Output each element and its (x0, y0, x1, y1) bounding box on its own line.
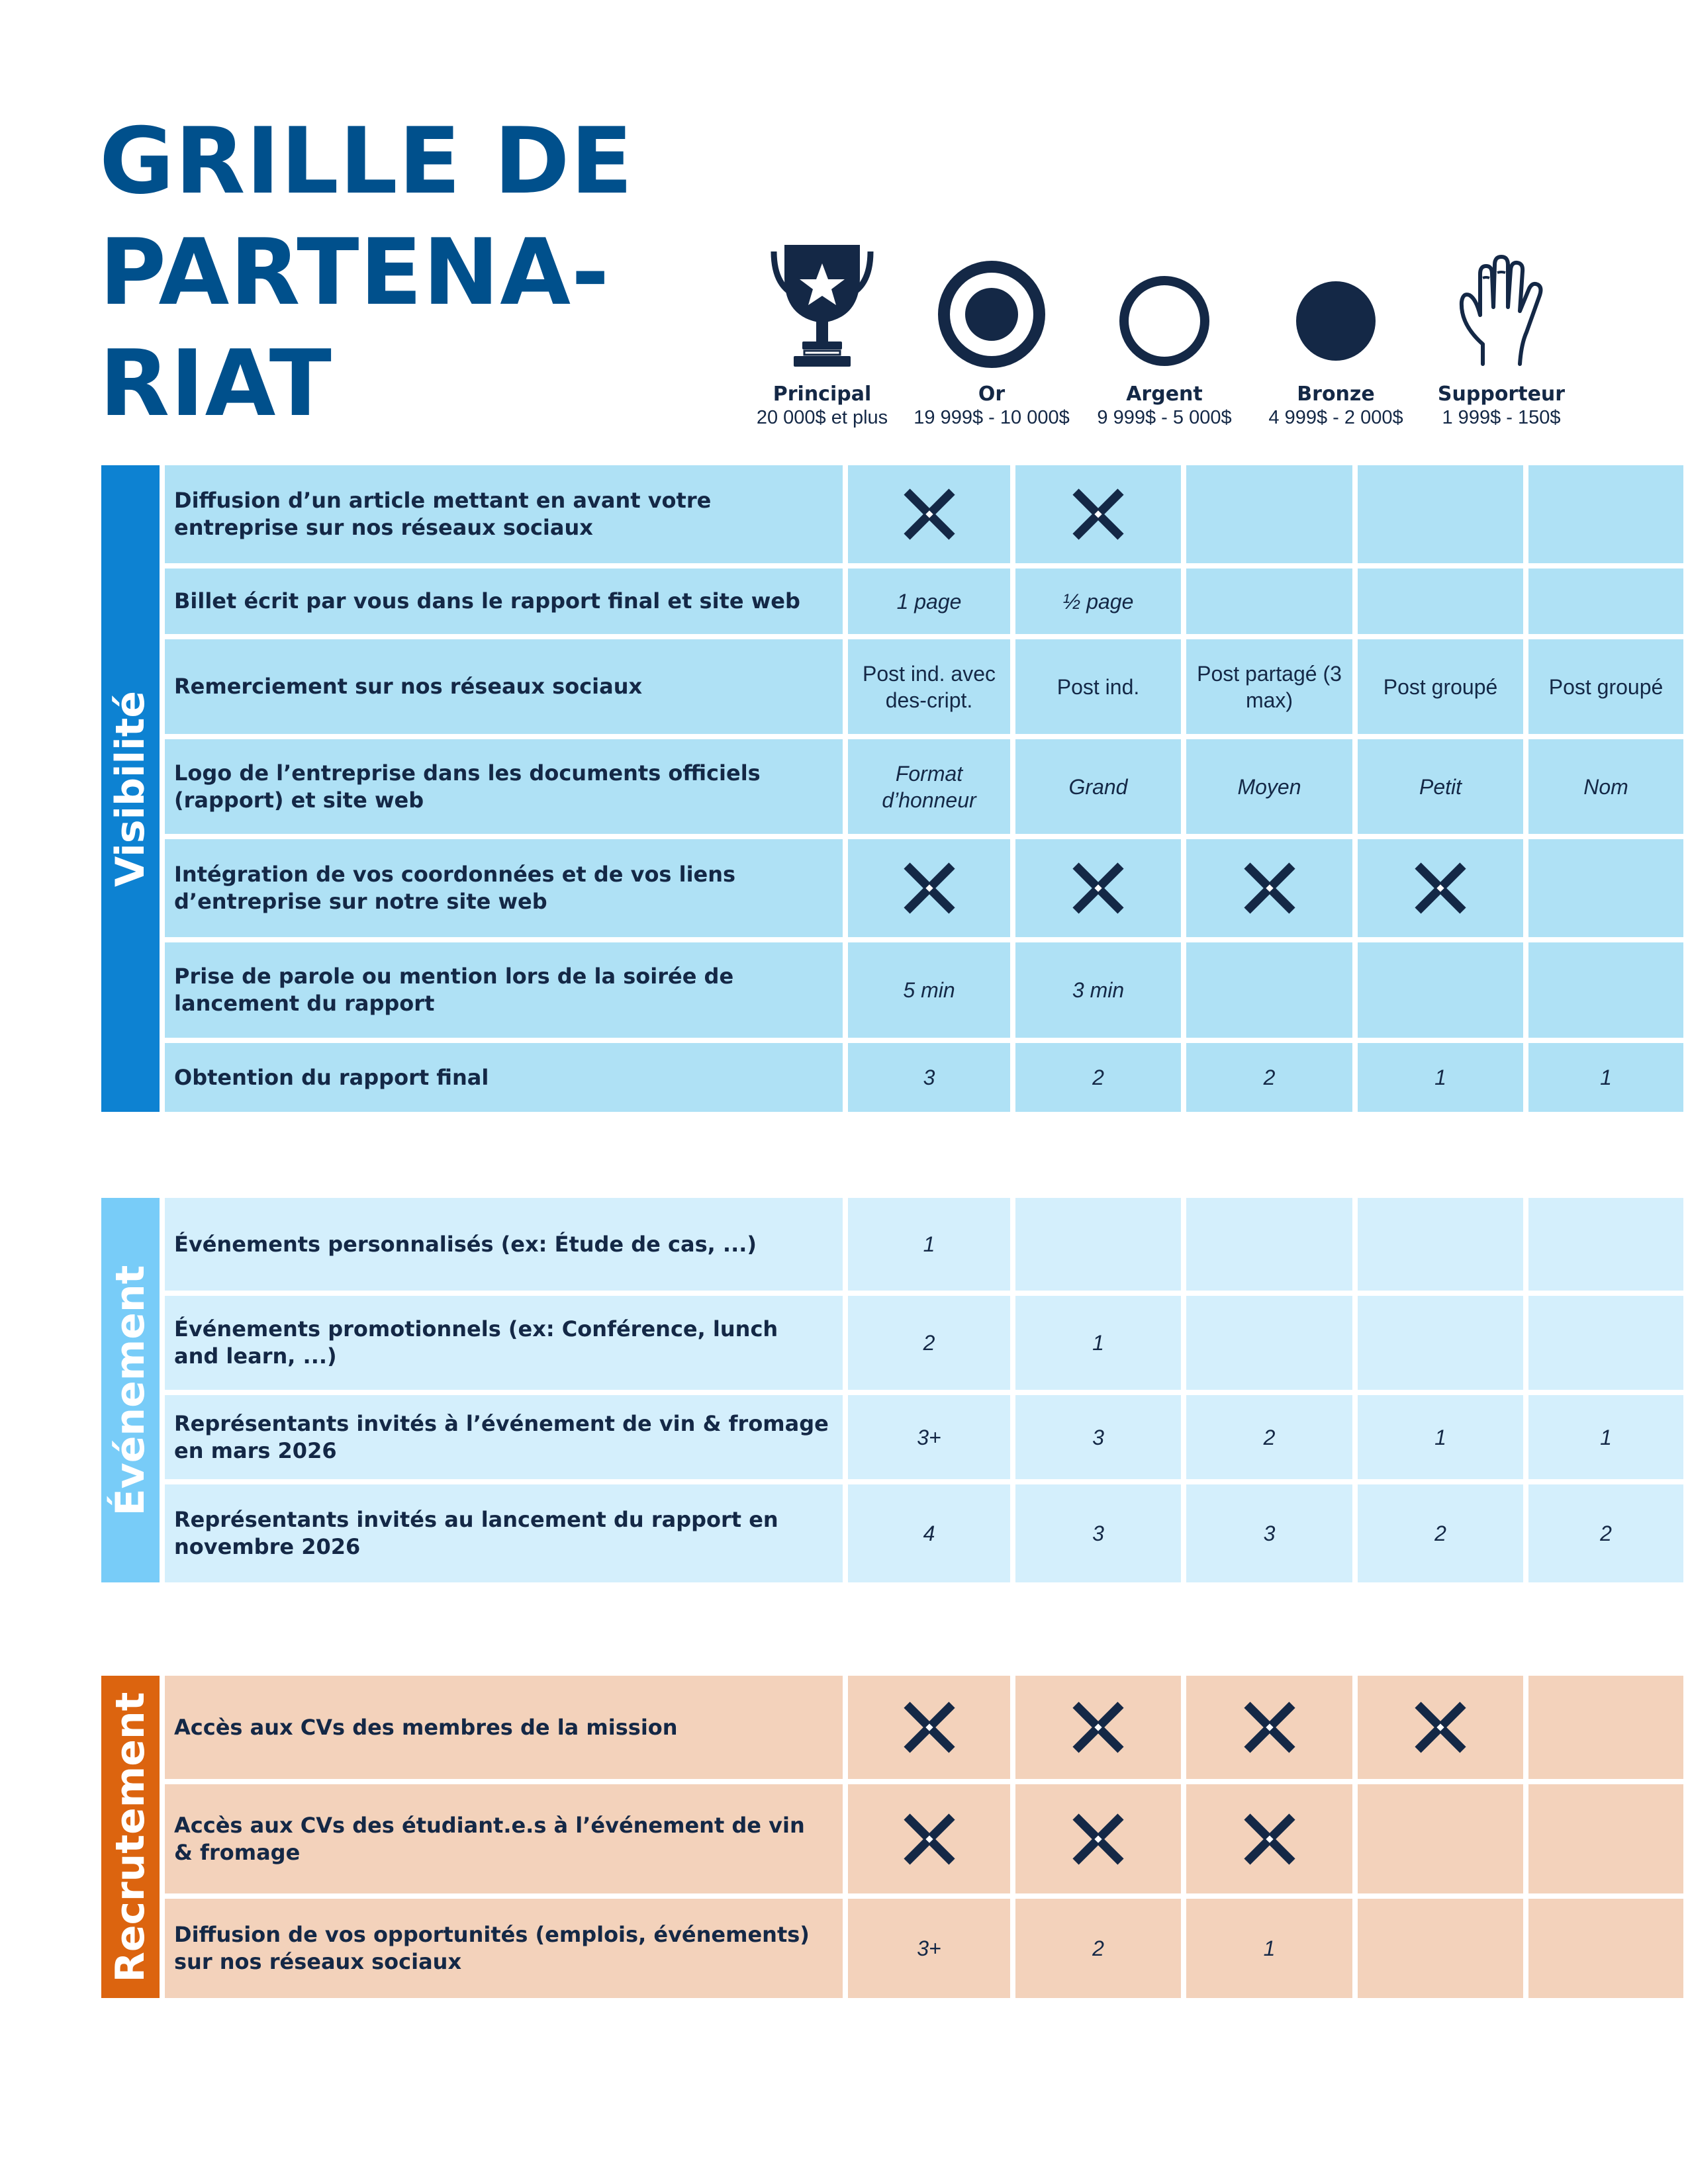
section-visibilite (101, 465, 1664, 1112)
table-row (165, 569, 1577, 634)
tier-supporteur (1419, 225, 1584, 429)
table-cell-supporteur (1528, 1198, 1683, 1291)
table-cell-bronze (1358, 569, 1523, 634)
filled-circle-icon (1286, 271, 1385, 371)
table-row (165, 639, 1664, 734)
table-cell-or (1015, 839, 1181, 937)
table-cell-principal (848, 1296, 1010, 1390)
table-cell-bronze (1358, 1395, 1523, 1479)
title-line-1: GRILLE DE (99, 108, 633, 214)
section-recrutement (101, 1676, 1577, 1998)
row-label: Intégration de vos coordonnées et de vos liens d’entreprise sur notre site web (165, 839, 843, 937)
table-cell-argent (1186, 1043, 1352, 1112)
section-label: Événement (107, 1265, 154, 1516)
tier-name: Supporteur (1437, 383, 1566, 406)
table-cell-or (1015, 1043, 1181, 1112)
row-label: Logo de l’entreprise dans les documents officiels (rapport) et site web (165, 739, 843, 834)
row-label: Prise de parole ou mention lors de la soirée de lancement du rapport (165, 942, 843, 1038)
table-cell-principal (848, 569, 1010, 634)
check-x-icon (902, 1811, 957, 1867)
table-cell-argent (1186, 942, 1352, 1038)
table-row (165, 1784, 1577, 1893)
table-row (165, 739, 1628, 834)
title-line-2: PARTENA- (99, 219, 610, 326)
tier-price: 4 999$ - 2 000$ (1268, 407, 1403, 428)
tier-name: Principal (773, 383, 872, 406)
table-row (165, 942, 1577, 1038)
table-cell-argent (1186, 739, 1352, 834)
table-row (165, 1676, 1577, 1779)
table-cell-supporteur (1528, 1296, 1683, 1390)
table-cell-or (1015, 1395, 1181, 1479)
row-label: Remerciement sur nos réseaux sociaux (165, 639, 843, 734)
table-cell-or (1015, 942, 1181, 1038)
tier-price: 20 000$ et plus (756, 407, 888, 428)
table-cell-bronze (1358, 639, 1523, 734)
table-cell-supporteur (1528, 1899, 1683, 1998)
row-label: Représentants invités au lancement du rapport en novembre 2026 (165, 1484, 843, 1582)
table-cell-principal (848, 1899, 1010, 1998)
row-label: Accès aux CVs des étudiant.e.s à l’événement de vin & fromage (165, 1784, 843, 1893)
tier-bronze (1253, 225, 1419, 429)
row-label: Accès aux CVs des membres de la mission (165, 1676, 843, 1779)
table-cell-bronze (1358, 739, 1523, 834)
cell-value: Format d’honneur (882, 761, 976, 812)
cell-value: 3 min (1072, 978, 1125, 1002)
table-cell-bronze (1358, 1899, 1523, 1998)
page-title (99, 106, 695, 439)
table-cell-argent (1186, 1899, 1352, 1998)
cell-value: 1 (923, 1232, 935, 1256)
tier-principal (739, 225, 905, 429)
section-label: Recrutement (107, 1692, 154, 1982)
tier-price: 9 999$ - 5 000$ (1097, 407, 1232, 428)
check-x-icon (902, 486, 957, 542)
cell-value: 5 min (903, 978, 955, 1002)
tier-or (909, 225, 1074, 429)
table-cell-bronze (1358, 1296, 1523, 1390)
cell-value: 1 (1434, 1066, 1446, 1089)
cell-value: 2 (1092, 1936, 1104, 1960)
table-cell-argent (1186, 639, 1352, 734)
hand-icon (1448, 251, 1554, 371)
table-cell-argent (1186, 1784, 1352, 1893)
table-cell-or (1015, 1784, 1181, 1893)
cell-value: Post ind. (1056, 674, 1140, 699)
table-cell-principal (848, 739, 1010, 834)
table-cell-supporteur (1528, 1784, 1683, 1893)
table-cell-principal (848, 1676, 1010, 1779)
tier-name: Or (978, 383, 1006, 406)
cell-value: 1 (1434, 1425, 1446, 1449)
table-row (165, 1296, 1577, 1390)
table-row (165, 1198, 1577, 1291)
row-label: Diffusion d’un article mettant en avant votre entreprise sur nos réseaux sociaux (165, 465, 843, 563)
target-ring-icon (935, 258, 1048, 371)
cell-value: 2 (1263, 1066, 1276, 1089)
table-cell-or (1015, 739, 1181, 834)
cell-value: Post ind. avec des-cript. (863, 661, 996, 712)
table-cell-supporteur (1528, 839, 1683, 937)
cell-value: 2 (1434, 1522, 1446, 1545)
cell-value: 1 (1092, 1331, 1104, 1355)
table-cell-bronze (1358, 1484, 1523, 1582)
table-cell-principal (848, 465, 1010, 563)
table-cell-principal (848, 1043, 1010, 1112)
cell-value: 3 (1263, 1522, 1276, 1545)
table-cell-supporteur (1528, 569, 1683, 634)
table-cell-argent (1186, 1296, 1352, 1390)
cell-value: Petit (1419, 774, 1462, 799)
title-line-3: RIAT (99, 330, 332, 437)
table-row (165, 839, 1577, 937)
table-cell-supporteur (1528, 739, 1683, 834)
table-row (165, 1395, 1612, 1479)
row-label: Billet écrit par vous dans le rapport final et site web (165, 569, 843, 634)
table-cell-supporteur (1528, 465, 1683, 563)
table-cell-argent (1186, 569, 1352, 634)
table-cell-supporteur (1528, 1395, 1683, 1479)
cell-value: 1 (1263, 1936, 1276, 1960)
table-cell-bronze (1358, 942, 1523, 1038)
check-x-icon (1242, 1700, 1297, 1755)
section-bar-evenement (101, 1198, 160, 1582)
table-cell-argent (1186, 465, 1352, 563)
table-cell-argent (1186, 839, 1352, 937)
table-cell-supporteur (1528, 1676, 1683, 1779)
row-label: Événements promotionnels (ex: Conférence, lunch and learn, ...) (165, 1296, 843, 1390)
table-cell-or (1015, 1296, 1181, 1390)
cell-value: Post groupé (1383, 674, 1498, 699)
cell-value: 1 (1600, 1425, 1612, 1449)
tier-price: 1 999$ - 150$ (1442, 407, 1561, 428)
cell-value: ½ page (1062, 589, 1134, 614)
check-x-icon (902, 1700, 957, 1755)
row-label: Représentants invités à l’événement de vin & fromage en mars 2026 (165, 1395, 843, 1479)
table-cell-supporteur (1528, 1484, 1683, 1582)
check-x-icon (1070, 1700, 1126, 1755)
table-cell-argent (1186, 1676, 1352, 1779)
cell-value: Post groupé (1548, 674, 1664, 699)
table-row (165, 1899, 1577, 1998)
check-x-icon (1242, 860, 1297, 916)
cell-value: 3 (1092, 1425, 1104, 1449)
cell-value: 1 page (896, 589, 962, 614)
table-cell-or (1015, 465, 1181, 563)
table-row (165, 465, 1577, 563)
tier-name: Argent (1126, 383, 1203, 406)
check-x-icon (1413, 860, 1468, 916)
table-cell-or (1015, 1484, 1181, 1582)
row-label: Diffusion de vos opportunités (emplois, événements) sur nos réseaux sociaux (165, 1899, 843, 1998)
section-bar-visibilite (101, 465, 160, 1112)
cell-value: 3+ (917, 1936, 941, 1960)
table-cell-principal (848, 1395, 1010, 1479)
cell-value: Moyen (1237, 774, 1301, 799)
tier-argent (1082, 225, 1247, 429)
table-cell-principal (848, 1784, 1010, 1893)
table-cell-bronze (1358, 465, 1523, 563)
table-cell-principal (848, 1484, 1010, 1582)
cell-value: 4 (923, 1522, 935, 1545)
section-label: Visibilité (107, 690, 154, 887)
table-row (165, 1043, 1612, 1112)
table-cell-or (1015, 1198, 1181, 1291)
table-cell-or (1015, 1676, 1181, 1779)
section-evenement (101, 1198, 1612, 1582)
table-cell-argent (1186, 1484, 1352, 1582)
cell-value: Nom (1583, 774, 1628, 799)
table-cell-or (1015, 639, 1181, 734)
cell-value: 2 (1600, 1522, 1612, 1545)
table-cell-bronze (1358, 1198, 1523, 1291)
hollow-circle-icon (1115, 271, 1214, 371)
table-row (165, 1484, 1612, 1582)
table-cell-supporteur (1528, 639, 1683, 734)
check-x-icon (1070, 486, 1126, 542)
check-x-icon (902, 860, 957, 916)
section-bar-recrutement (101, 1676, 160, 1998)
table-cell-bronze (1358, 1043, 1523, 1112)
table-cell-principal (848, 839, 1010, 937)
table-cell-principal (848, 1198, 1010, 1291)
check-x-icon (1242, 1811, 1297, 1867)
table-cell-supporteur (1528, 1043, 1683, 1112)
table-cell-bronze (1358, 1676, 1523, 1779)
table-cell-or (1015, 569, 1181, 634)
cell-value: Grand (1068, 774, 1128, 799)
cell-value: 1 (1600, 1066, 1612, 1089)
trophy-icon (759, 238, 885, 371)
check-x-icon (1413, 1700, 1468, 1755)
table-cell-bronze (1358, 1784, 1523, 1893)
table-cell-principal (848, 639, 1010, 734)
table-cell-argent (1186, 1395, 1352, 1479)
check-x-icon (1070, 1811, 1126, 1867)
row-label: Événements personnalisés (ex: Étude de cas, ...) (165, 1198, 843, 1291)
cell-value: 2 (923, 1331, 935, 1355)
tier-name: Bronze (1297, 383, 1375, 406)
cell-value: 2 (1263, 1425, 1276, 1449)
tier-price: 19 999$ - 10 000$ (914, 407, 1070, 428)
table-cell-supporteur (1528, 942, 1683, 1038)
cell-value: Post partagé (3 max) (1197, 661, 1342, 712)
cell-value: 2 (1092, 1066, 1104, 1089)
cell-value: 3 (923, 1066, 935, 1089)
table-cell-argent (1186, 1198, 1352, 1291)
table-cell-principal (848, 942, 1010, 1038)
table-cell-bronze (1358, 839, 1523, 937)
check-x-icon (1070, 860, 1126, 916)
table-cell-or (1015, 1899, 1181, 1998)
row-label: Obtention du rapport final (165, 1043, 843, 1112)
cell-value: 3+ (917, 1425, 941, 1449)
cell-value: 3 (1092, 1522, 1104, 1545)
